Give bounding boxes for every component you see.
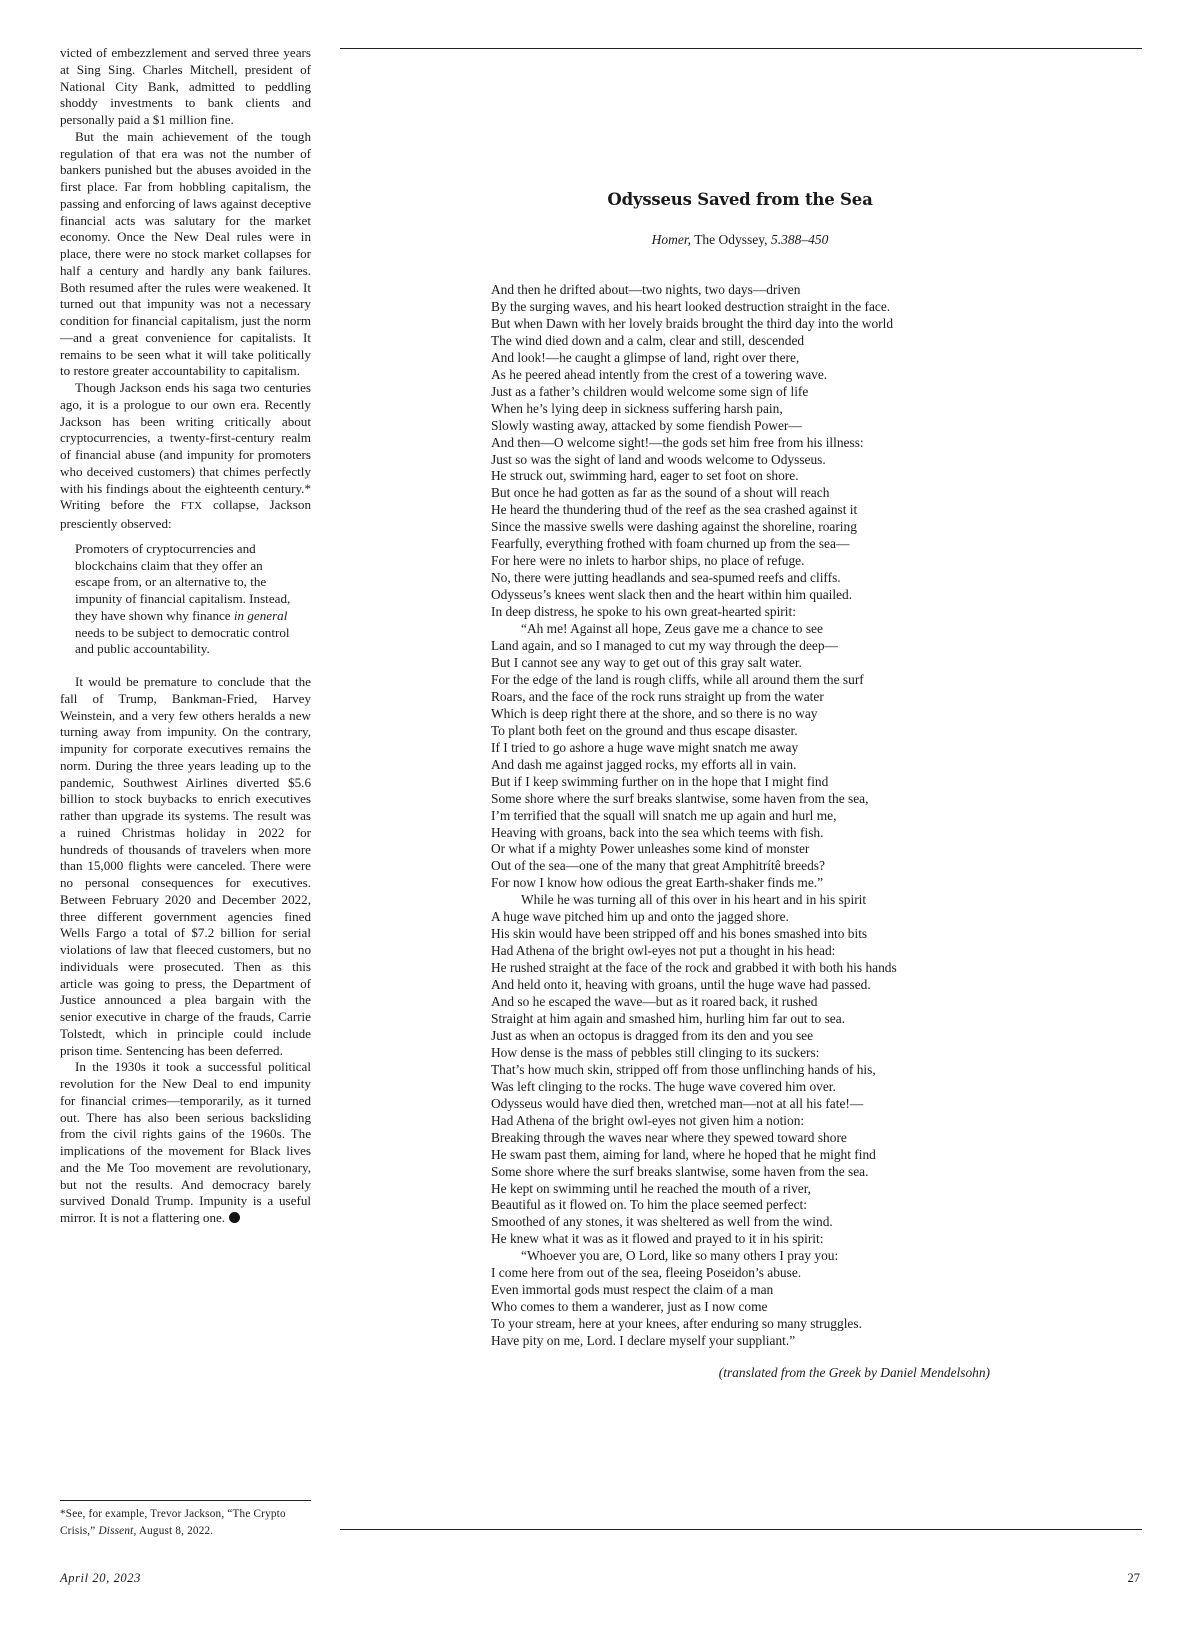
poem-line: A huge wave pitched him up and onto the jagged shore. [491,909,789,925]
translator-credit: (translated from the Greek by Daniel Mendelsohn) [718,1365,990,1380]
poem-line: The wind died down and a calm, clear and still, descended [491,332,805,348]
poem-line: And look!—he caught a glimpse of land, right over there, [491,349,800,365]
footnote-text: *See, for example, Trevor Jackson, “The Crypto Crisis,” [60,1508,286,1537]
ftx-smallcaps: FTX [180,501,203,513]
poem-line: He kept on swimming until he reached the mouth of a river, [491,1180,812,1196]
poem-title: Odysseus Saved from the Sea [607,190,873,209]
poem-line: He knew what it was as it flowed and prayed to it in his spirit: [491,1231,824,1247]
poem-line: His skin would have been stripped off and his bones smashed into bits [491,926,868,942]
poem-line: To your stream, here at your knees, after enduring so many struggles. [491,1316,862,1332]
poem-line: But once he had gotten as far as the sound of a shout will reach [491,485,830,501]
quote-text: needs to be subject to democratic control and public accountability. [75,624,290,657]
footnote-divider [60,1500,311,1501]
poem-line: That’s how much skin, stripped off from those unflinching hands of his, [491,1061,876,1077]
issue-date: April 20, 2023 [60,1571,141,1585]
footnote-emphasis: Dissent [98,1524,134,1537]
top-rule [340,48,1142,49]
poem-line: Beautiful as it flowed on. To him the place seemed perfect: [491,1197,807,1213]
poem-line: For here were no inlets to harbor ships, no place of refuge. [491,553,805,569]
poem-line: Straight at him again and smashed him, hurling him far out to sea. [491,1010,846,1026]
poem-line: How dense is the mass of pebbles still clinging to its suckers: [491,1044,820,1060]
poem-line: If I tried to go ashore a huge wave might snatch me away [491,739,799,755]
poem-line: But I cannot see any way to get out of this gray salt water. [491,654,802,670]
article-paragraph: victed of embezzlement and served three years at Sing Sing. Charles Mitchell, president of National City Bank, admitted to peddling shoddy investments to bank clients and personally paid a $1 million fine. [60,45,311,127]
article-paragraph: It would be premature to conclude that the fall of Trump, Bankman-Fried, Harvey Weinstein, and a very few others heralds a new turning away from impunity. On the contrary, impunity for corporate executives remains the norm. During the three years leading up to the pandemic, Southwest Airlines diverted $5.6 billion to stock buybacks to enrich executives rather than upgrade its systems. The result was a ruined Christmas holiday in 2022 for hundreds of thousands of travelers when more than 15,000 flights were canceled. There were no personal consequences for executives. Between February 2020 and December 2022, three different government agencies fined Wells Fargo a total of $7.2 billion for serial violations of law that fleeced customers, but no individuals were prosecuted. Then as this article was going to press, the Department of Justice announced a plea bargain with the senior executive in charge of the frauds, Carrie Tolstedt, which in principle could include prison time. Sentencing has been deferred. [60,674,311,1058]
poem-line: Slowly wasting away, attacked by some fiendish Power— [491,417,802,433]
poem-line: Was left clinging to the rocks. The huge wave covered him over. [491,1078,836,1094]
poem-line: For now I know how odious the great Earth-shaker finds me.” [491,875,824,891]
poem-line: He swam past them, aiming for land, where he hoped that he might find [491,1146,876,1162]
poem-line: He struck out, swimming hard, eager to set foot on shore. [491,468,799,484]
poem-line: And dash me against jagged rocks, my efforts all in vain. [491,756,797,772]
poem-line: Fearfully, everything frothed with foam churned up from the sea— [491,536,850,552]
article-column [60,45,311,1227]
paragraph-text: In the 1930s it took a successful political revolution for the New Deal to end impunity for financial crimes—temporarily, as it turned out. There has also been serious backsliding from the civil rights gains of the 1960s. The implications of the movement for Black lives and the Me Too movement are revolutionary, but not the results. And democracy barely survived Donald Trump. Impunity is a useful mirror. It is not a flattering one. [60,1059,311,1225]
poem-body [491,282,1011,1350]
article-paragraph: But the main achievement of the tough regulation of that era was not the number of bankers punished but the abuses avoided in the first place. Far from hobbling capitalism, the passing and enforcing of laws against deceptive financial acts was salutary for the market economy. Once the New Deal rules were in place, there were no stock market collapses for half a century and hardly any bank failures. Both resumed after the rules were weakened. It turned out that impunity was not a necessary condition for financial capitalism, just the norm—and a great convenience for capitalists. It remains to be seen what it will take politically to restore greater accountability to capitalism. [60,128,311,379]
poem-line: Or what if a mighty Power unleashes some kind of monster [491,841,810,857]
page-number: 27 [1127,1571,1140,1585]
end-mark-icon [229,1212,240,1223]
poem-line: And held onto it, heaving with groans, until the huge wave had passed. [491,977,871,993]
poem-line: As he peered ahead intently from the crest of a towering wave. [491,366,828,382]
poem-line: Heaving with groans, back into the sea which teems with fish. [491,824,824,840]
poem-line: Land again, and so I managed to cut my way through the deep— [491,638,838,654]
poem-line: Just as when an octopus is dragged from its den and you see [491,1027,814,1043]
poem-line: Some shore where the surf breaks slantwise, some haven from the sea, [491,790,869,806]
poem-author: Homer, [651,232,692,247]
poem-line: Just as a father’s children would welcome some sign of life [491,383,809,399]
poem-line: He heard the thundering thud of the reef as the sea crashed against it [491,502,858,518]
poem-line: Just so was the sight of land and woods welcome to Odysseus. [491,451,826,467]
poem-line: While he was turning all of this over in his heart and in his spirit [521,892,867,908]
poem-line: But if I keep swimming further on in the hope that I might find [491,773,829,789]
poem-line: Had Athena of the bright owl-eyes not put a thought in his head: [491,943,836,959]
quote-text: Promoters of cryptocurrencies and blockchains claim that they offer an escape from, or an alternative to, the impunity of financial capitalism. Instead, they have shown why finance [75,540,291,623]
poem-line: And then—O welcome sight!—the gods set him free from his illness: [491,434,864,450]
poem-line: Odysseus would have died then, wretched man—not at all his fate!— [491,1095,864,1111]
article-paragraph [60,380,311,533]
poem-line: Even immortal gods must respect the claim of a man [491,1282,774,1298]
poem-line: When he’s lying deep in sickness suffering harsh pain, [491,400,783,416]
block-quote [75,541,297,658]
article-paragraph [60,1059,311,1227]
poem-line: But when Dawn with her lovely braids brought the third day into the world [491,315,894,331]
poem-line: In deep distress, he spoke to his own great-hearted spirit: [491,604,796,620]
poem-line: “Whoever you are, O Lord, like so many others I pray you: [521,1248,839,1264]
footnote-text: , August 8, 2022. [133,1524,214,1537]
poem-line: Since the massive swells were dashing against the shoreline, roaring [491,519,857,535]
poem-line: Roars, and the face of the rock runs straight up from the water [491,688,824,704]
poem-line: Some shore where the surf breaks slantwise, some haven from the sea. [491,1163,869,1179]
bottom-rule [340,1529,1142,1530]
poem-line: Breaking through the waves near where they spewed toward shore [491,1129,847,1145]
poem-line: Who comes to them a wanderer, just as I now come [491,1299,768,1315]
poem-line: And so he escaped the wave—but as it roared back, it rushed [491,994,818,1010]
paragraph-text: collapse, Jackson presciently observed: [60,497,311,531]
poem-line: Had Athena of the bright owl-eyes not given him a notion: [491,1112,805,1128]
poem-line: He rushed straight at the face of the rock and grabbed it with both his hands [491,960,897,976]
poem-line: Out of the sea—one of the many that great Amphitrítê breeds? [491,858,825,874]
paragraph-text: Though Jackson ends his saga two centuries ago, it is a prologue to our own era. Recently Jackson has been writing critically about cryptocurrencies, a twenty-first-century realm of financial abuse (and impunity for promoters who deceived customers) that chimes perfectly with his findings about the eighteenth century.* Writing before the [60,380,311,513]
poem-line: By the surging waves, and his heart looked destruction straight in the face. [491,298,891,314]
footnote [60,1506,311,1539]
poem-line: “Ah me! Against all hope, Zeus gave me a chance to see [521,621,823,637]
poem-line-ref: 5.388–450 [770,232,829,247]
poem-line: I come here from out of the sea, fleeing Poseidon’s abuse. [491,1265,802,1281]
poem-line: I’m terrified that the squall will snatch me up again and hurl me, [491,807,837,823]
poem-work: The Odyssey, [694,232,768,247]
poem-line: To plant both feet on the ground and thus escape disaster. [491,722,798,738]
poem-source [490,232,990,248]
poem-line: And then he drifted about—two nights, two days—driven [491,282,801,297]
quote-emphasis: in general [233,607,288,623]
poem-line: For the edge of the land is rough cliffs, while all around them the surf [491,671,864,687]
poem-line: Have pity on me, Lord. I declare myself your suppliant.” [491,1333,796,1349]
poem-line: Smoothed of any stones, it was sheltered as well from the wind. [491,1214,833,1230]
poem-line: No, there were jutting headlands and sea-spumed reefs and cliffs. [491,570,841,586]
poem-line: Which is deep right there at the shore, and so there is no way [491,705,818,721]
poem-line: Odysseus’s knees went slack then and the heart within him quailed. [491,587,853,603]
